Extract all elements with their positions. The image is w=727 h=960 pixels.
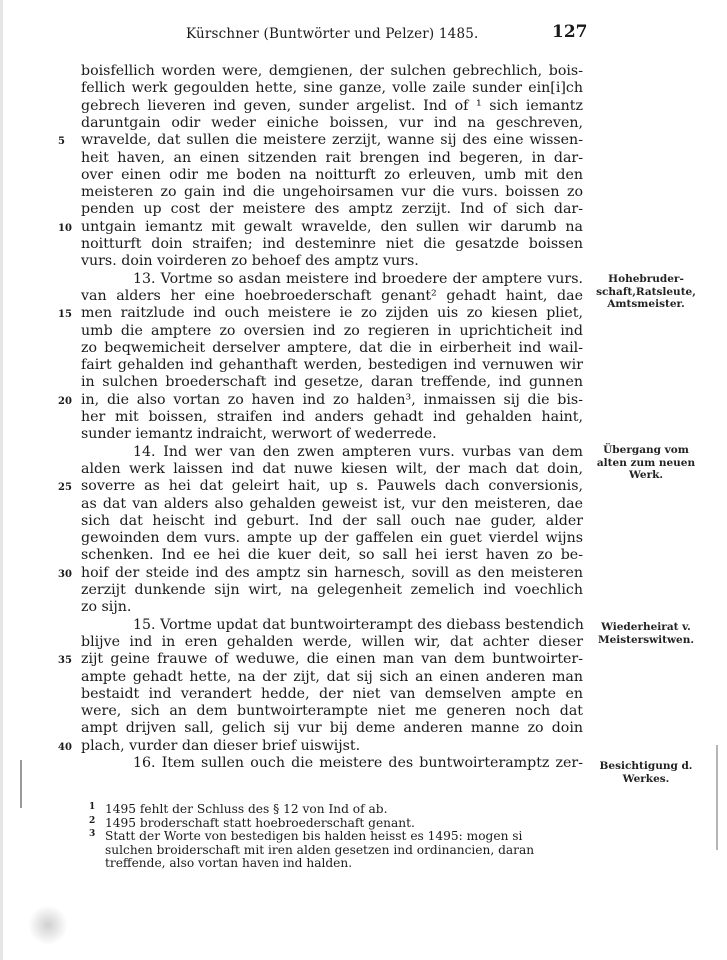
text-line: ampt drijven sall, gelich sij vur bij deme anderen manne zo doin xyxy=(81,720,583,737)
line-number: 30 xyxy=(58,568,72,580)
line-number: 40 xyxy=(58,741,72,753)
page-header xyxy=(0,22,727,46)
text-line: zo beqwemicheit derselver amptere, dat die in eirberheit ind wail- xyxy=(81,339,583,356)
text-line: gebrech lieveren ind geven, sunder argelist. Ind of ¹ sich iemantz xyxy=(81,97,583,114)
line-number: 20 xyxy=(58,395,72,407)
text-line: ampte gehadt hette, na der zijt, dat sij sich an einen anderen man xyxy=(81,668,583,685)
text-line: daruntgain odir weder einiche boissen, vur ind na geschreven, xyxy=(81,114,583,131)
text-line: noitturft doin straifen; ind desteminre niet die gesatzde boissen xyxy=(81,236,583,252)
text-line: vurs. doin voirderen zo behoef des amptz vurs. xyxy=(81,253,419,270)
text-line: sunder iemantz indraicht, werwort of wederrede. xyxy=(81,426,437,443)
footnote-text: sulchen broiderschaft mit iren alden gesetzen ind ordinancien, daran xyxy=(105,842,535,857)
text-line: boisfellich worden were, demgienen, der sulchen gebrechlich, bois- xyxy=(81,63,583,79)
text-line: in sulchen broederschaft ind gesetze, daran treffende, ind gunnen xyxy=(81,374,583,391)
text-line: sich dat heischt ind geburt. Ind der sall ouch nae guder, alder xyxy=(81,512,583,529)
text-line: untgain iemantz mit gewalt wravelde, den sullen wir darumb na xyxy=(81,218,583,235)
line-number: 15 xyxy=(58,309,72,321)
footnote xyxy=(89,817,589,831)
scan-speck xyxy=(20,760,22,808)
text-line: 15. Vortme updat dat buntwoirterampt des diebass bestendich xyxy=(133,616,584,633)
text-line: alden werk laissen ind dat nuwe kiesen wilt, der mach dat doin, xyxy=(81,460,583,477)
scan-smudge xyxy=(28,905,68,945)
text-line: hoif der steide ind des amptz sin harnesch, sovill as den meisteren xyxy=(81,564,583,581)
text-line: wravelde, dat sullen die meistere zerzijt, wanne sij des eine wissen- xyxy=(81,132,583,149)
margin-note-remarriage: Wiederheirat v. Meisterswitwen. xyxy=(597,621,695,646)
text-line: gewoinden dem vurs. ampte up der gaffelen ein guet vierdel wijns xyxy=(81,530,583,547)
text-line: in, die also vortan zo haven ind zo halden³, inmaissen sij die bis- xyxy=(81,391,583,408)
text-line: were, sich an dem buntwoirterampte niet me generen noch dat xyxy=(81,703,583,720)
footnote-mark: 3 xyxy=(89,829,96,840)
text-line: 16. Item sullen ouch die meistere des buntwoirteramptz zer- xyxy=(133,755,583,771)
text-line: umb die amptere zo oversien ind zo regieren in uprichticheit ind xyxy=(81,322,583,339)
text-line: 13. Vortme so asdan meistere ind broedere der amptere vurs. xyxy=(133,270,583,287)
text-line: schenken. Ind ee hei die kuer deit, so sall hei ierst haven zo be- xyxy=(81,547,583,564)
text-line: plach, vurder dan dieser brief uiswijst. xyxy=(81,737,361,754)
text-line: soverre as hei dat geleirt hait, up s. Pauwels dach conversionis, xyxy=(81,478,583,495)
footnote xyxy=(89,844,589,858)
text-line: zo sijn. xyxy=(81,599,132,616)
text-line: bestaidt ind verandert hedde, der niet van demselven ampte en xyxy=(81,685,583,702)
footnote-text: Statt der Worte von bestedigen bis halden heisst es 1495: mogen si xyxy=(105,829,523,844)
text-line: men raitzlude ind ouch meistere ie zo zijden uis zo kiesen pliet, xyxy=(81,305,583,322)
line-number: 25 xyxy=(58,482,72,494)
margin-note-transition: Übergang vom alten zum neuen Werk. xyxy=(596,444,696,481)
text-line: blijve ind in eren gehalden werde, willen wir, dat achter dieser xyxy=(81,633,583,650)
text-line: meisteren zo gain ind die ungehoirsamen vur die vurs. boissen zo xyxy=(81,184,583,201)
scan-edge-mark xyxy=(716,745,718,850)
text-line: fairt gehalden ind gehanthaft werden, bestedigen ind vernuwen wir xyxy=(81,357,583,374)
footnotes xyxy=(89,803,589,871)
text-line: zijt geine frauwe of weduwe, die einen man van dem buntwoirter- xyxy=(81,651,583,668)
footnote xyxy=(89,803,589,817)
line-number: 5 xyxy=(58,136,65,148)
page-shadow-edge xyxy=(0,0,3,960)
text-line: 14. Ind wer van den zwen ampteren vurs. vurbas van dem xyxy=(133,443,583,460)
running-title: Kürschner (Buntwörter und Pelzer) 1485. xyxy=(186,26,479,42)
text-line: zerzijt dunkende sijn wirt, na gelegenheit zemelich ind voechlich xyxy=(81,582,583,598)
text-line: heit haven, an einen sitzenden rait brengen ind begeren, in dar- xyxy=(81,149,583,166)
page-number: 127 xyxy=(552,22,588,42)
footnote-text: 1495 fehlt der Schluss des § 12 von Ind of ab. xyxy=(105,802,388,816)
footnote-mark: 1 xyxy=(89,802,96,812)
footnote-text: 1495 broderschaft statt hoebroederschaft genant. xyxy=(105,815,415,830)
footnote-text: treffende, also vortan haven ind halden. xyxy=(105,856,353,871)
margin-note-inspection: Besichtigung d. Werkes. xyxy=(599,760,693,785)
text-line: as dat van alders also gehalden geweist ist, vur den meisteren, dae xyxy=(81,495,583,512)
text-line: her mit boissen, straifen ind anders gehadt ind gehalden haint, xyxy=(81,409,583,425)
line-number: 10 xyxy=(58,222,72,234)
footnote xyxy=(89,830,589,844)
text-line: van alders her eine hoebroederschaft genant² gehadt haint, dae xyxy=(81,287,583,304)
footnote xyxy=(89,857,589,871)
text-line: fellich werk gegoulden hette, sine ganze, volle zaile sunder ein[i]ch xyxy=(81,80,583,97)
margin-note-brotherhood: Hohebruder- schaft,Ratsleute, Amtsmeister. xyxy=(596,273,696,310)
line-number: 35 xyxy=(58,655,72,667)
text-line: over einen odir me boden na noitturft zo erleuven, umb mit den xyxy=(81,166,583,183)
text-line: penden up cost der meistere des amptz zerzijt. Ind of sich dar- xyxy=(81,201,583,218)
footnote-mark: 2 xyxy=(89,815,96,826)
